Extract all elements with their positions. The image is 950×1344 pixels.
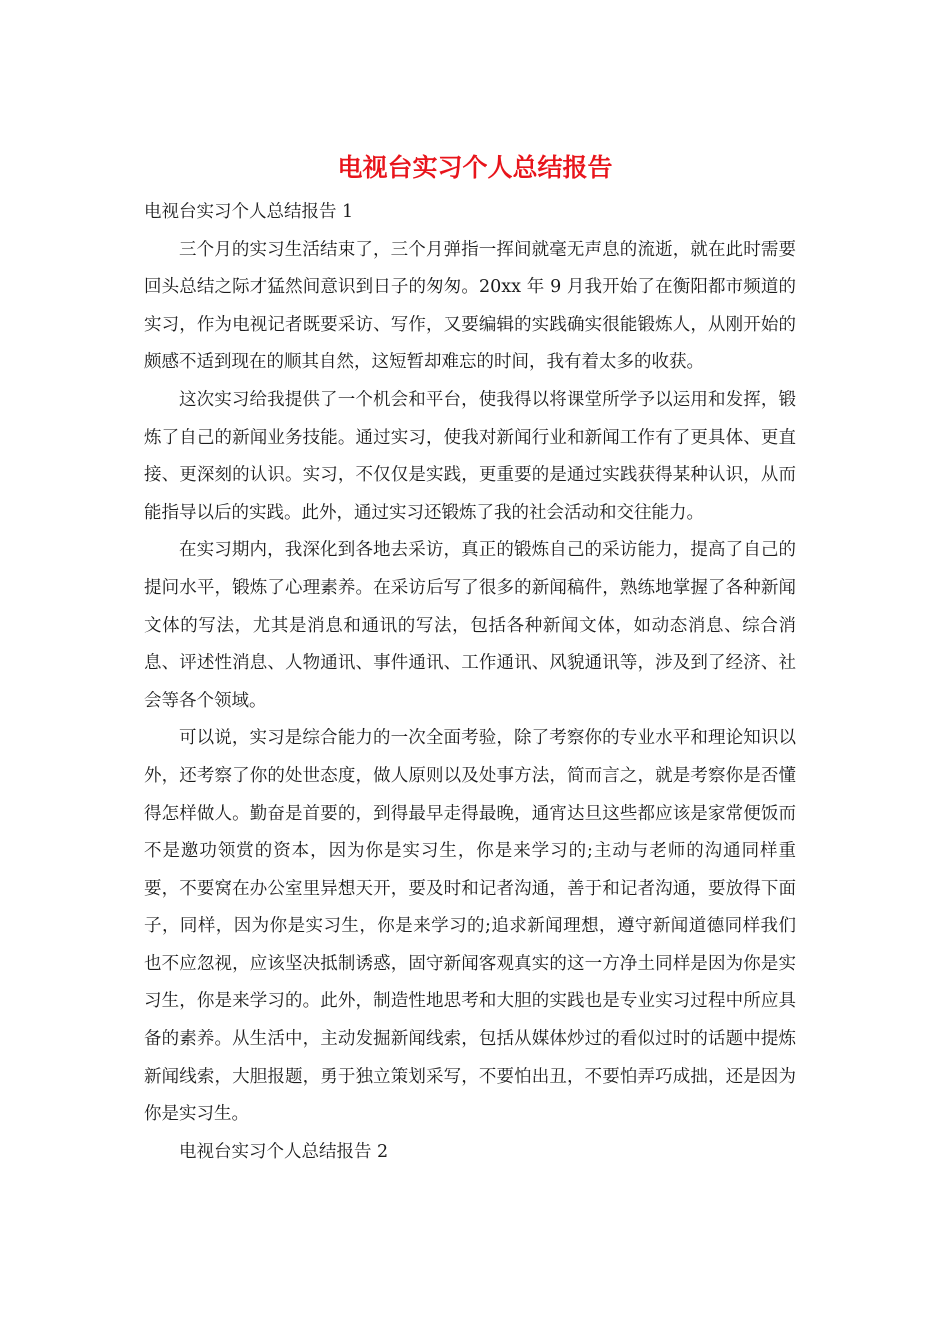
paragraph-2: 这次实习给我提供了一个机会和平台，使我得以将课堂所学予以运用和发挥，锻炼了自己的新闻业务技能。通过实习，使我对新闻行业和新闻工作有了更具体、更直接、更深刻的认识。实习，不仅仅是实践，更重要的是通过实践获得某种认识，从而能指导以后的实践。此外，通过实习还锻炼了我的社会活动和交往能力。 (144, 389, 796, 523)
section-heading-2: 电视台实习个人总结报告 2 (179, 1141, 389, 1162)
document-body (144, 194, 796, 1171)
section-heading-1: 电视台实习个人总结报告 1 (144, 202, 354, 222)
paragraph-4: 可以说，实习是综合能力的一次全面考验，除了考察你的专业水平和理论知识以外，还考察了你的处世态度，做人原则以及处事方法，简而言之，就是考察你是否懂得怎样做人。勤奋是首要的，到得最早走得最晚，通宵达旦这些都应该是家常便饭而不是邀功领赏的资本，因为你是实习生，你是来学习的;主动与老师的沟通同样重要，不要窝在办公室里异想天开，要及时和记者沟通，善于和记者沟通，要放得下面子，同样，因为你是实习生，你是来学习的;追求新闻理想，遵守新闻道德同样我们也不应忽视，应该坚决抵制诱惑，固守新闻客观真实的这一方净土同样是因为你是实习生，你是来学习的。此外，制造性地思考和大胆的实践也是专业实习过程中所应具备的素养。从生活中，主动发掘新闻线索，包括从媒体炒过的看似过时的话题中提炼新闻线索，大胆报题，勇于独立策划采写，不要怕出丑，不要怕弄巧成拙，还是因为你是实习生。 (144, 728, 796, 1125)
document-title: 电视台实习个人总结报告 (337, 153, 613, 182)
paragraph-3: 在实习期内，我深化到各地去采访，真正的锻炼自己的采访能力，提高了自己的提问水平，锻炼了心理素养。在采访后写了很多的新闻稿件，熟练地掌握了各种新闻文体的写法，尤其是消息和通讯的写法，包括各种新闻文体，如动态消息、综合消息、评述性消息、人物通讯、事件通讯、工作通讯、风貌通讯等，涉及到了经济、社会等各个领域。 (144, 540, 796, 711)
paragraph-1: 三个月的实习生活结束了，三个月弹指一挥间就毫无声息的流逝，就在此时需要回头总结之际才猛然间意识到日子的匆匆。20xx 年 9 月我开始了在衡阳都市频道的实习，作为电视记者既要采访、写作，又要编辑的实践确实很能锻炼人，从刚开始的颇感不适到现在的顺其自然，这短暂却难忘的时间，我有着太多的收获。 (144, 239, 796, 373)
